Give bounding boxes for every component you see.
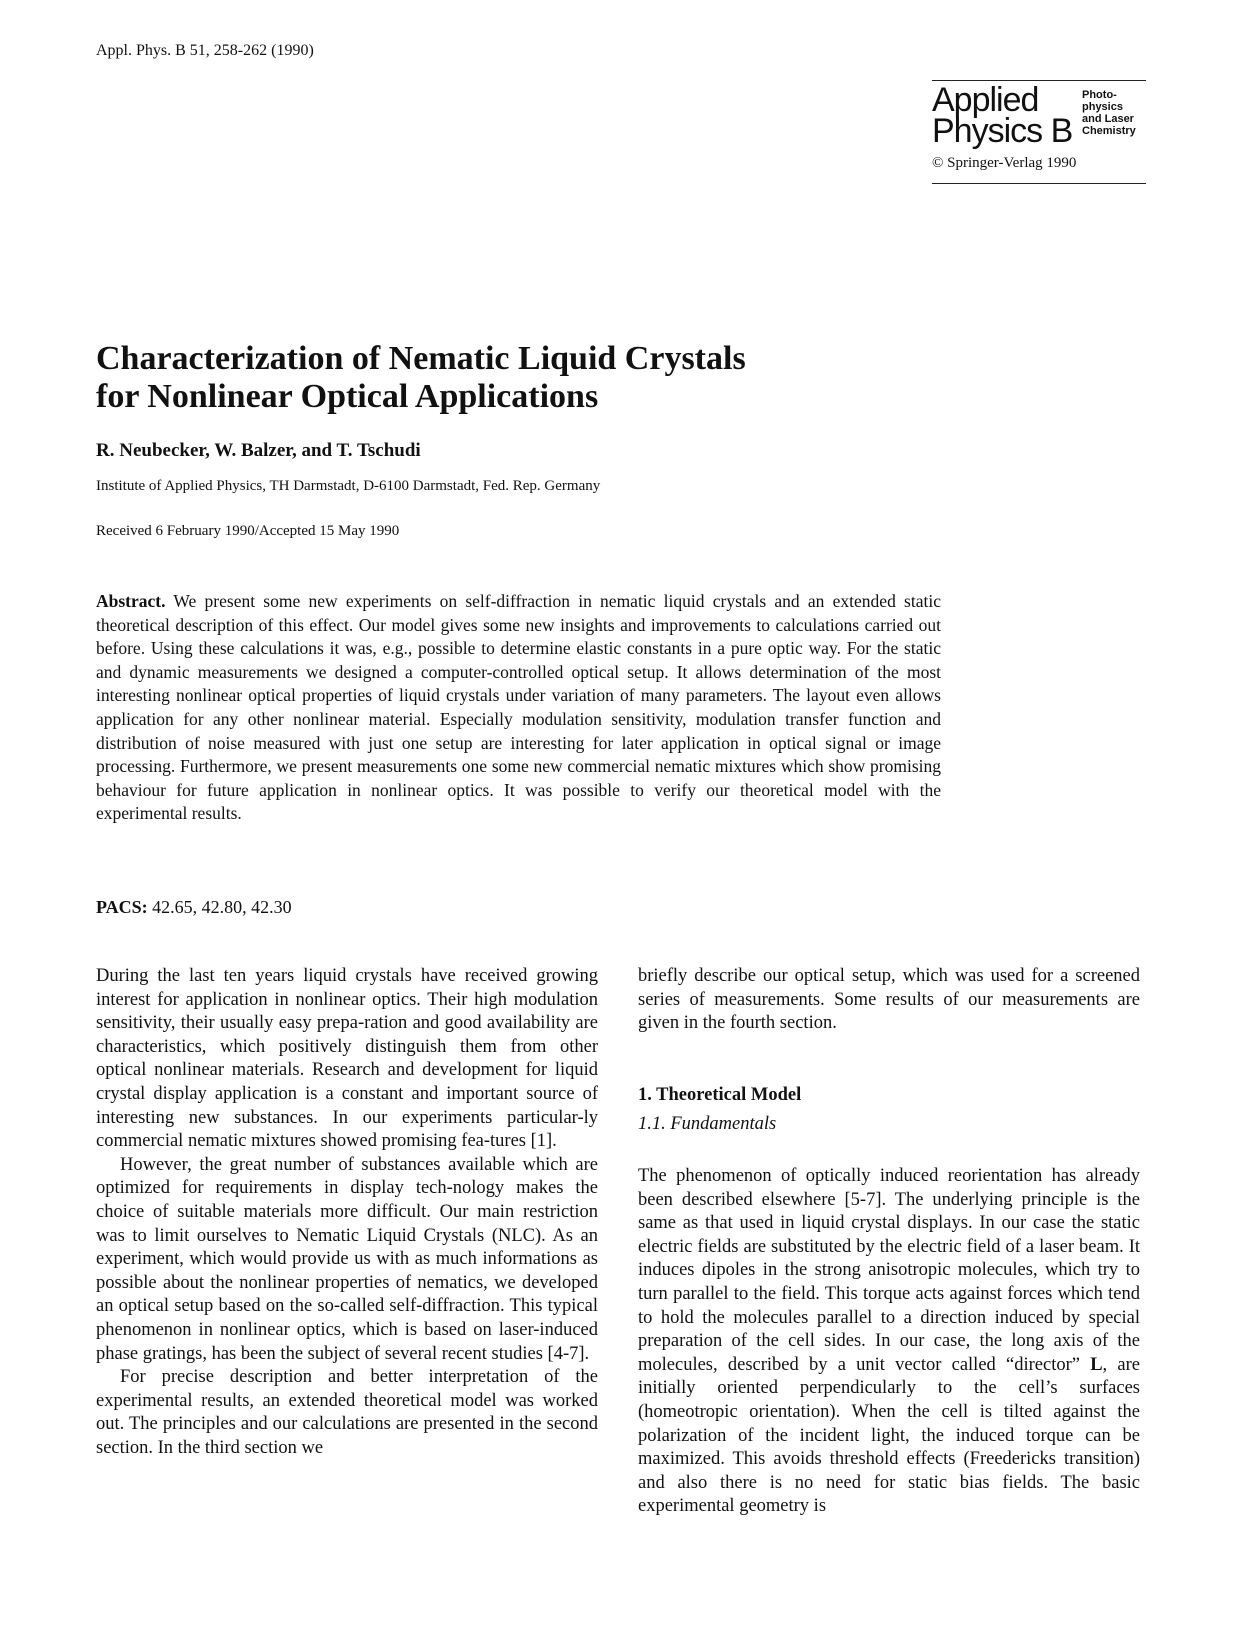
journal-name-line2: Physics B	[932, 112, 1073, 150]
body-text: , are initially oriented perpendicularly to the cell’s surfaces (homeotropic orientation). When the cell is tilted against the polarization of the incident light, the induced torque can be maximized. This avoids threshold effects (Freedericks transition) and also there is no need for static bias fields. The basic experimental geometry is	[638, 1354, 1140, 1517]
authors: R. Neubecker, W. Balzer, and T. Tschudi	[96, 440, 421, 461]
journal-logo-box	[932, 80, 1146, 184]
affiliation: Institute of Applied Physics, TH Darmstadt, D-6100 Darmstadt, Fed. Rep. Germany	[96, 478, 601, 494]
journal-subtitle	[1082, 89, 1136, 137]
abstract-label: Abstract.	[96, 591, 166, 611]
journal-subtitle-line: physics	[1082, 101, 1123, 113]
subsection-heading: 1.1. Fundamentals	[638, 1114, 777, 1135]
journal-subtitle-line: Photo-	[1082, 89, 1117, 101]
pacs-values: 42.65, 42.80, 42.30	[152, 897, 292, 917]
body-paragraph: For precise description and better interpretation of the experimental results, an extended theoretical model was worked out. The principles and our calculations are presented in the second section. In the third section we	[96, 1367, 598, 1458]
director-symbol: L	[1090, 1354, 1103, 1375]
body-text: The phenomenon of optically induced reorientation has already been described elsewhere [5-7]. The underlying principle is the same as that used in liquid crystal displays. In our case the static electric fields are substituted by the electric field of a laser beam. It induces dipoles in the strong anisotropic molecules, which try to turn parallel to the field. This torque acts against forces which tend to hold the molecules parallel to a direction induced by special preparation of the cell sides. In our case, the long axis of the molecules, described by a unit vector called “director”	[638, 1165, 1140, 1375]
body-paragraph	[638, 1165, 1140, 1519]
journal-name-line1: Applied	[932, 81, 1039, 119]
article-title-line1: Characterization of Nematic Liquid Crystals	[96, 340, 746, 377]
body-column-left	[96, 965, 598, 1460]
copyright-notice: © Springer-Verlag 1990	[932, 155, 1077, 171]
body-column-right	[638, 965, 1140, 1519]
journal-subtitle-line: Chemistry	[1082, 125, 1136, 137]
section-heading: 1. Theoretical Model	[638, 1084, 802, 1105]
body-paragraph: During the last ten years liquid crystals have received growing interest for application in nonlinear optics. Their high modulation sensitivity, their usually easy prepa-ration and good availability are characteristics, which positively distinguish them from other optical nonlinear materials. Research and development for liquid crystal display application is a constant and important source of interesting new substances. In our experiments particular-ly commercial nematic mixtures showed promising fea-tures [1].	[96, 966, 598, 1152]
journal-citation: Appl. Phys. B 51, 258-262 (1990)	[96, 42, 314, 59]
journal-subtitle-line: and Laser	[1082, 113, 1134, 125]
body-paragraph: briefly describe our optical setup, which was used for a screened series of measurements. Some results of our measurements are given in the fourth section.	[638, 966, 1140, 1034]
body-paragraph: However, the great number of substances available which are optimized for requirements in display tech-nology makes the choice of suitable materials more difficult. Our main restriction was to limit ourselves to Nematic Liquid Crystals (NLC). As an experiment, which would provide us with as much informations as possible about the nonlinear properties of nematics, we developed an optical setup based on the so-called self-diffraction. This typical phenomenon in nonlinear optics, which is based on laser-induced phase gratings, has been the subject of several recent studies [4-7].	[96, 1154, 598, 1364]
received-date: Received 6 February 1990/Accepted 15 May 1990	[96, 523, 400, 539]
abstract	[96, 590, 941, 826]
article-title	[96, 340, 856, 416]
pacs-codes	[96, 897, 292, 918]
pacs-label: PACS:	[96, 897, 148, 917]
journal-name	[932, 81, 1073, 150]
abstract-text: We present some new experiments on self-diffraction in nematic liquid crystals and an extended static theoretical description of this effect. Our model gives some new insights and improvements to calculations carried out before. Using these calculations it was, e.g., possible to determine elastic constants in a pure optic way. For the static and dynamic measurements we designed a computer-controlled optical setup. It allows determination of the most interesting nonlinear optical properties of liquid crystals under variation of many parameters. The layout even allows application for any other nonlinear material. Especially modulation sensitivity, modulation transfer function and distribution of noise measured with just one setup are interesting for later application in optical signal or image processing. Furthermore, we present measurements one some new commercial nematic mixtures which show promising behaviour for future application in nonlinear optics. It was possible to verify our theoretical model with the experimental results.	[96, 591, 941, 824]
article-title-line2: for Nonlinear Optical Applications	[96, 378, 599, 415]
